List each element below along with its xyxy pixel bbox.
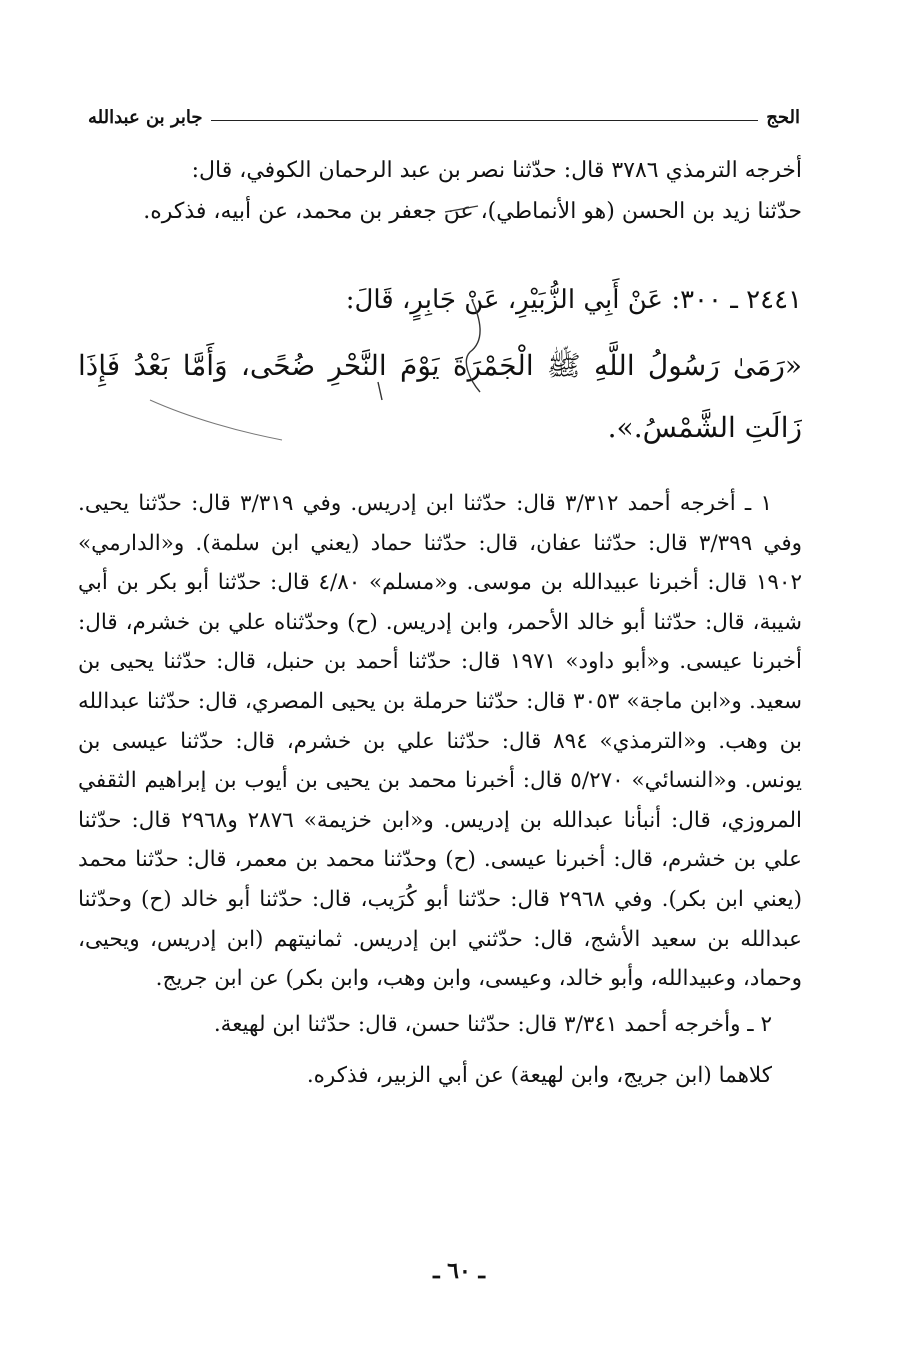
hadith-number-heading: ٢٤٤١ ـ ٣٠٠: عَنْ أَبِي الزُّبَيْرِ، عَنْ جَابِرٍ، قَالَ:: [345, 285, 802, 315]
header-rule: [211, 120, 759, 121]
note-1: ١ ـ أخرجه أحمد ٣/٣١٢ قال: حدّثنا ابن إدريس. وفي ٣/٣١٩ قال: حدّثنا يحيى. وفي ٣/٣٩٩ قال: حدّثنا عفان، قال: حدّثنا حماد (يعني ابن سلمة). و«الدارمي» ١٩٠٢ قال: أخبرنا عبيدالله بن موسى. و«مسلم» ٤/٨٠ قال: حدّثنا أبو بكر بن أبي شيبة، قال: حدّثنا أبو خالد الأحمر، وابن إدريس. (ح) وحدّثناه علي بن خشرم، قال: أخبرنا عيسى. و«أبو داود» ١٩٧١ قال: حدّثنا أحمد بن حنبل، قال: حدّثنا يحيى بن سعيد. و«ابن ماجة» ٣٠٥٣ قال: حدّثنا حرملة بن يحيى المصري، قال: حدّثنا عبدالله بن وهب. و«الترمذي» ٨٩٤ قال: حدّثنا علي بن خشرم، قال: حدّثنا عيسى بن يونس. و«النسائي» ٥/٢٧٠ قال: أخبرنا محمد بن يحيى بن أيوب بن إبراهيم الثقفي المروزي، قال: أنبأنا عبدالله بن إدريس. و«ابن خزيمة» ٢٨٧٦ و٢٩٦٨ قال: حدّثنا علي بن خشرم، قال: أخبرنا عيسى. (ح) وحدّثنا محمد بن معمر، قال: حدّثنا محمد (يعني ابن بكر). وفي ٢٩٦٨ قال: حدّثنا أبو كُرَيب، قال: حدّثنا أبو خالد (ح) وحدّثنا عبدالله بن سعيد الأشج، قال: حدّثني ابن إدريس. ثمانيتهم (ابن إدريس، ويحيى، وحماد، وعبيدالله، وأبو خالد، وعيسى، وابن وهب، وابن بكر) عن ابن جريج.: [78, 491, 803, 992]
note-2: ٢ ـ وأخرجه أحمد ٣/٣٤١ قال: حدّثنا حسن، قال: حدّثنا ابن لهيعة.: [213, 1011, 772, 1037]
takhrij-notes: [78, 484, 802, 1096]
source-note-line-2: حدّثنا زيد بن الحسن (هو الأنماطي)، عن جعفر بن محمد، عن أبيه، فذكره.: [143, 199, 802, 224]
running-header: [88, 98, 800, 128]
previous-hadith-source-note: [78, 150, 802, 232]
hadith-text: «رَمَىٰ رَسُولُ اللَّهِ ﷺ الْجَمْرَةَ يَوْمَ النَّحْرِ ضُحًى، وَأَمَّا بَعْدُ فَإِذَا زَالَتِ الشَّمْسُ.».: [78, 349, 802, 444]
page-number: ـ ٦٠ ـ: [433, 1258, 485, 1284]
header-narrator-title: جابر بن عبدالله: [88, 107, 203, 128]
hadith-text-block: [78, 335, 802, 459]
note-3: كلاهما (ابن جريج، وابن لهيعة) عن أبي الزبير، فذكره.: [306, 1063, 772, 1089]
header-chapter-title: الحج: [766, 107, 800, 128]
source-note-line-1: أخرجه الترمذي ٣٧٨٦ قال: حدّثنا نصر بن عبد الرحمان الكوفي، قال:: [191, 158, 802, 183]
